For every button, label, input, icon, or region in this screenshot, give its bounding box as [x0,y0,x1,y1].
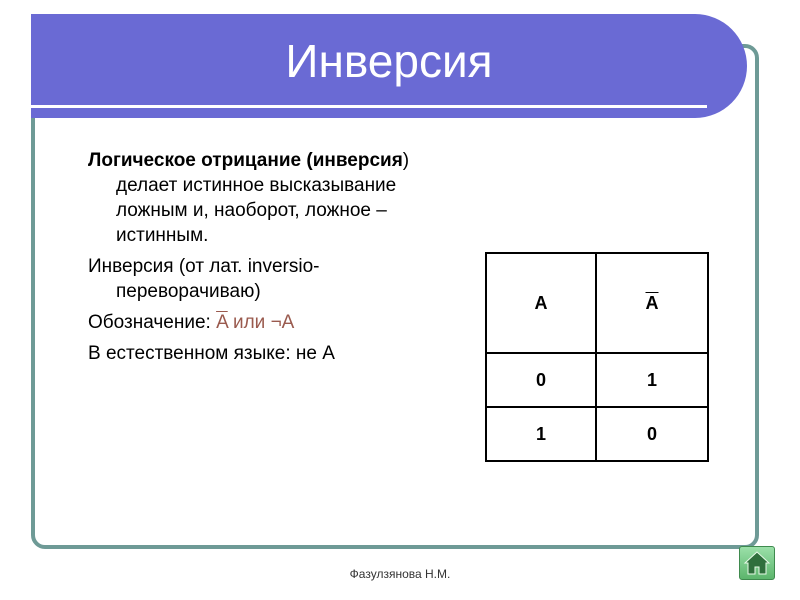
table-row [486,353,708,407]
table-cell: 0 [596,407,708,461]
table-cell: 1 [486,407,596,461]
table-cell: 1 [596,353,708,407]
notation-alternative: или ¬A [227,312,295,333]
definition-rest: ) делает истинное высказывание ложным и, наоборот, ложное – истинным. [116,150,410,246]
natural-language-paragraph: В естественном языке: не А [88,343,335,364]
notation-overline-a: $\overline{A}$ [216,312,228,333]
definition-paragraph [88,148,458,248]
header-not-a-label: $\overline{A}$ [645,292,659,313]
header-a: A [486,253,596,353]
table-header-row [486,253,708,353]
footer-author: Фазулзянова Н.М. [349,567,451,581]
header-not-a [596,253,708,353]
table-row [486,407,708,461]
truth-table [485,252,709,462]
notation-paragraph [88,310,458,335]
slide-title: Инверсия [285,35,493,87]
etymology-paragraph: Инверсия (от лат. inversio- переворачиваю) [88,256,320,302]
title-underline [31,105,707,108]
notation-label: Обозначение: [88,312,217,333]
slide-body [88,148,458,372]
table-cell: 0 [486,353,596,407]
definition-bold: Логическое отрицание (инверсия [88,150,403,171]
home-icon [743,550,771,576]
home-button[interactable] [739,546,775,580]
